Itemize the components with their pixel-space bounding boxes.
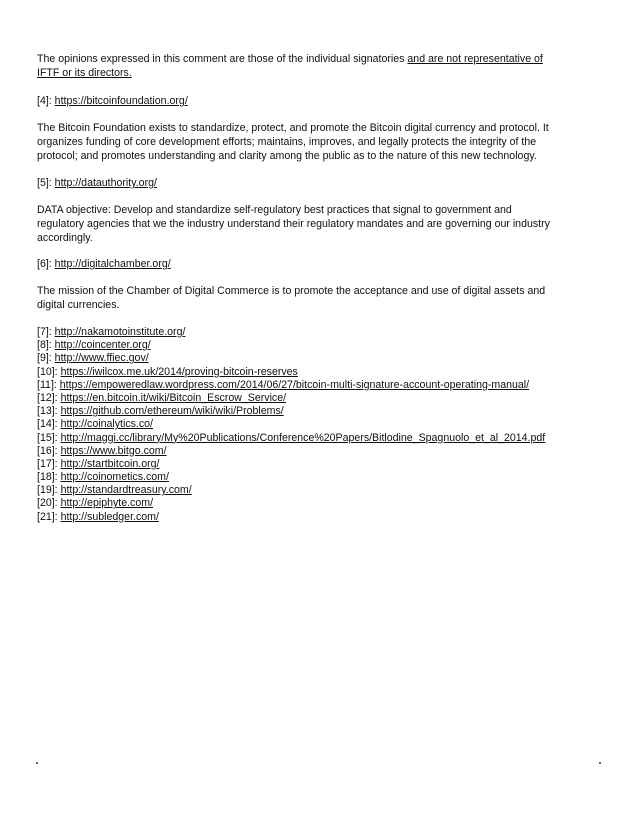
list-item — [37, 496, 617, 509]
ref-label: [11]: — [37, 378, 60, 391]
ref-link[interactable]: http://epiphyte.com/ — [60, 497, 154, 510]
list-item — [37, 470, 617, 483]
paragraph-line: protocol; and promotes understanding and clarity among the public as to the nature of this new technology. — [37, 150, 537, 162]
list-item — [37, 404, 617, 417]
ref-5 — [37, 176, 603, 190]
paragraph-line: The mission of the Chamber of Digital Commerce is to promote the acceptance and use of digital assets and — [37, 285, 546, 297]
ref-label: [19]: — [37, 484, 61, 497]
list-item — [37, 510, 617, 523]
ref-link[interactable]: https://bitcoinfoundation.org/ — [54, 95, 188, 107]
ref-label: [15]: — [37, 431, 61, 444]
ref-label: [13]: — [37, 405, 61, 418]
paragraph-line: organizes funding of core development efforts; maintains, improves, and legally protects the integrity of the — [37, 136, 537, 148]
ref-link[interactable]: https://iwilcox.me.uk/2014/proving-bitcoin-reserves — [60, 365, 298, 378]
ref-label: [18]: — [37, 471, 61, 484]
ref-link[interactable]: https://github.com/ethereum/wiki/wiki/Problems/ — [60, 405, 284, 418]
list-item — [37, 338, 617, 351]
list-item — [37, 391, 617, 404]
ref-label: [7]: — [37, 326, 55, 338]
paragraph-line: The Bitcoin Foundation exists to standardize, protect, and promote the Bitcoin digital currency and protocol. It — [37, 122, 549, 134]
disclaimer-underlined-text-2: IFTF or its directors. — [37, 67, 132, 79]
list-item — [37, 444, 617, 457]
list-item — [37, 457, 617, 470]
ref-link[interactable]: http://nakamotoinstitute.org/ — [54, 326, 186, 338]
bitcoin-foundation-paragraph — [37, 121, 603, 163]
ref-label: [14]: — [37, 418, 61, 431]
paragraph-line: accordingly. — [37, 232, 93, 244]
page-corner-mark-left — [36, 762, 38, 764]
ref-link[interactable]: http://coinometics.com/ — [60, 471, 169, 484]
list-item — [37, 365, 617, 378]
disclaimer-underlined-text: and are not representative of — [407, 53, 543, 65]
list-item — [37, 351, 617, 364]
disclaimer-paragraph — [37, 52, 603, 80]
list-item — [37, 417, 617, 430]
ref-6 — [37, 257, 603, 271]
ref-link[interactable]: http://datauthority.org/ — [54, 177, 157, 189]
list-item — [37, 378, 617, 391]
ref-link[interactable]: https://www.bitgo.com/ — [60, 444, 167, 457]
chamber-paragraph — [37, 284, 603, 312]
ref-label: [6]: — [37, 258, 55, 270]
ref-link[interactable]: http://coincenter.org/ — [54, 339, 151, 352]
ref-label: [12]: — [37, 391, 61, 404]
ref-link[interactable]: http://digitalchamber.org/ — [54, 258, 171, 270]
ref-label: [8]: — [37, 339, 55, 352]
ref-link[interactable]: http://maggi.cc/library/My%20Publications/Conference%20Papers/Bitlodine_Spagnuolo_et_al_2014.pdf — [60, 431, 546, 444]
disclaimer-line-1 — [37, 52, 603, 66]
ref-4 — [37, 94, 603, 108]
ref-label: [20]: — [37, 497, 61, 510]
paragraph-line: DATA objective: Develop and standardize self-regulatory best practices that signal to government and — [37, 204, 512, 216]
ref-label: [10]: — [37, 365, 61, 378]
reference-list — [37, 325, 617, 523]
ref-link[interactable]: http://startbitcoin.org/ — [60, 457, 160, 470]
page-corner-mark-right — [599, 762, 601, 764]
ref-label: [4]: — [37, 95, 55, 107]
ref-label: [17]: — [37, 457, 61, 470]
ref-label: [5]: — [37, 177, 55, 189]
ref-link[interactable]: http://www.ffiec.gov/ — [54, 352, 149, 365]
ref-link[interactable]: http://standardtreasury.com/ — [60, 484, 192, 497]
list-item — [37, 325, 617, 338]
list-item — [37, 431, 617, 444]
ref-link[interactable]: http://coinalytics.co/ — [60, 418, 154, 431]
ref-label: [9]: — [37, 352, 55, 365]
data-objective-paragraph — [37, 203, 603, 245]
ref-link[interactable]: https://en.bitcoin.it/wiki/Bitcoin_Escrow_Service/ — [60, 391, 287, 404]
paragraph-line: regulatory agencies that we the industry understand their regulatory mandates and are governing our industry — [37, 218, 550, 230]
disclaimer-text: The opinions expressed in this comment are those of the individual signatories — [37, 53, 408, 65]
ref-label: [16]: — [37, 444, 61, 457]
list-item — [37, 483, 617, 496]
ref-link[interactable]: http://subledger.com/ — [60, 510, 159, 523]
ref-link[interactable]: https://empoweredlaw.wordpress.com/2014/06/27/bitcoin-multi-signature-account-operating-manual/ — [59, 378, 530, 391]
paragraph-line: digital currencies. — [37, 299, 120, 311]
ref-label: [21]: — [37, 510, 61, 523]
